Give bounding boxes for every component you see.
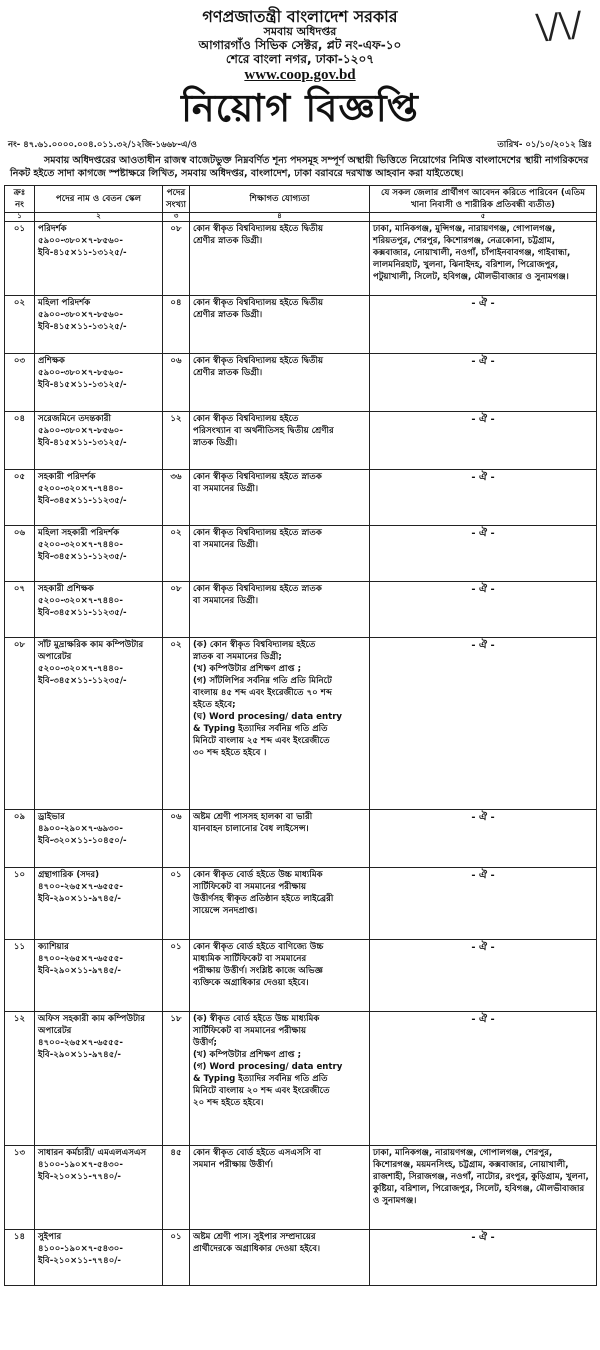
- post-name: ক্যাশিয়ার: [38, 941, 69, 952]
- pay-scale: ইবি-৩৪৫×১১-১১২৩৫/-: [38, 551, 127, 562]
- pay-scale: ৫২০০-৩২০×৭-৭৪৪০-: [38, 483, 123, 494]
- table-row: [5, 411, 597, 469]
- qualification-cell: [190, 353, 370, 411]
- table-row: [5, 581, 597, 637]
- serial-number: ০৯: [5, 809, 35, 867]
- pay-scale: ৪১০০-১৯০×৭-৫৪৩০-: [38, 1243, 123, 1254]
- post-count: ৩৬: [163, 469, 190, 525]
- qualification-line: (খ) কম্পিউটার প্রশিক্ষণ প্রাপ্ত ;: [193, 663, 302, 674]
- eligible-districts: - ঐ -: [370, 809, 597, 867]
- pay-scale: ইবি-৪১৫×১১-১৩১২৫/-: [38, 321, 127, 332]
- table-row: [5, 353, 597, 411]
- qualification-line: কোন স্বীকৃত বিশ্ববিদ্যালয় হইতে স্নাতক: [193, 527, 322, 538]
- post-count: ০১: [163, 1229, 190, 1285]
- post-cell: [35, 525, 163, 581]
- post-cell: [35, 809, 163, 867]
- pay-scale: ৪১০০-১৯০×৭-৫৪৩০-: [38, 1159, 123, 1170]
- qualification-cell: [190, 809, 370, 867]
- pay-scale: ইবি-৩৪৫×১১-১১২৩৫/-: [38, 607, 127, 618]
- qualification-cell: [190, 469, 370, 525]
- eligible-districts: - ঐ -: [370, 637, 597, 809]
- post-count: ০২: [163, 637, 190, 809]
- serial-number: ০৬: [5, 525, 35, 581]
- serial-number: ০৮: [5, 637, 35, 809]
- pay-scale: ৫৯০০-৩৮০×৭-৮৫৬০-: [38, 309, 123, 320]
- table-row: [5, 867, 597, 939]
- post-count: ০১: [163, 939, 190, 1011]
- column-number: ৪: [190, 213, 370, 222]
- post-cell: [35, 867, 163, 939]
- pay-scale: ইবি-২১০×১১-৭৭৪০/-: [38, 1255, 121, 1266]
- qualification-line: কোন স্বীকৃত বিশ্ববিদ্যালয় হইতে দ্বিতীয়: [193, 223, 324, 234]
- table-row: [5, 469, 597, 525]
- post-count: ০১: [163, 867, 190, 939]
- pay-scale: ৪৭০০-২৬৫×৭-৬৫৫৫-: [38, 953, 123, 964]
- post-cell: [35, 581, 163, 637]
- qualification-line: ৩০ শব্দ হইতে হইবে ।: [193, 748, 267, 759]
- serial-number: ১১: [5, 939, 35, 1011]
- pay-scale: ৫৯০০-৩৮০×৭-৮৫৬০-: [38, 235, 123, 246]
- qualification-line: অষ্টম শ্রেণী পাসসহ হালকা বা ভারী: [193, 811, 313, 822]
- pay-scale: ইবি-২৯০×১১-৯৭৪৫/-: [38, 965, 121, 976]
- post-name: মহিলা পরিদর্শক: [38, 297, 91, 308]
- serial-number: ১৪: [5, 1229, 35, 1285]
- serial-number: ০২: [5, 295, 35, 353]
- qualification-line: সমমান পরীক্ষায় উত্তীর্ণ।: [193, 1159, 273, 1170]
- eligible-districts: ঢাকা, মানিকগঞ্জ, মুন্সিগঞ্জ, নারায়ণগঞ্জ, গোপালগঞ্জ, শরিয়তপুর, শেরপুর, কিশোরগঞ্জ, নেত্রকোনা, চট্টগ্রাম, কক্সবাজার, নোয়াখালী, নওগাঁ, চাঁপাইনবাবগঞ্জ, গাইবান্ধা, লালমনিরহাট, খুলনা, ঝিনাইদহ, বরিশাল, পিরোজপুর, পটুয়াখালী, সিলেট, হবিগঞ্জ, মৌলভীবাজার ও সুনামগঞ্জ।: [370, 221, 597, 295]
- table-row: [5, 1145, 597, 1229]
- eligible-districts: - ঐ -: [370, 353, 597, 411]
- table-row: [5, 939, 597, 1011]
- post-name: অফিস সহকারী কাম কম্পিউটার অপারেটর: [38, 1013, 146, 1036]
- pay-scale: ৫৯০০-৩৮০×৭-৮৫৬০-: [38, 367, 123, 378]
- qualification-line: পরীক্ষায় উত্তীর্ণ। সংশ্লিষ্ট কাজে অভিজ্ঞ: [193, 965, 323, 976]
- eligible-districts: - ঐ -: [370, 939, 597, 1011]
- post-cell: [35, 469, 163, 525]
- qualification-line: & Typing ইত্যাদির সর্বনিম্ন গতি প্রতি: [193, 1074, 328, 1084]
- eligible-districts: - ঐ -: [370, 295, 597, 353]
- header-serial: ক্রঃ নং: [5, 186, 35, 213]
- pay-scale: ইবি-৩৪৫×১১-১১২৩৫/-: [38, 495, 127, 506]
- pay-scale: ৪৭০০-২৬৫×৭-৬৫৫৫-: [38, 1037, 123, 1048]
- qualification-line: (ঘ) Word procesing/ data entry: [193, 712, 343, 723]
- column-number: ২: [35, 213, 163, 222]
- notice-title: নিয়োগ বিজ্ঞপ্তি: [181, 84, 419, 130]
- serial-number: ০৭: [5, 581, 35, 637]
- pay-scale: ৪৯০০-২৯০×৭-৬৯৩০-: [38, 823, 123, 834]
- qualification-cell: [190, 581, 370, 637]
- pay-scale: ইবি-৪১৫×১১-১৩১২৫/-: [38, 379, 127, 390]
- qualification-cell: [190, 637, 370, 809]
- eligible-districts: - ঐ -: [370, 469, 597, 525]
- post-name: সাধারন কর্মচারী/ এমএলএসএস: [38, 1147, 147, 1158]
- post-name: মহিলা সহকারী পরিদর্শক: [38, 527, 120, 538]
- qualification-line: বা সমমানের ডিগ্রী।: [193, 539, 259, 550]
- pay-scale: ইবি-৪১৫×১১-১৩১২৫/-: [38, 437, 127, 448]
- qualification-line: শ্রেণীর স্নাতক ডিগ্রী।: [193, 309, 263, 320]
- pay-scale: ইবি-২৯০×১১-৯৭৪৫/-: [38, 893, 121, 904]
- post-cell: [35, 295, 163, 353]
- header-qualification: শিক্ষাগত যোগ্যতা: [190, 186, 370, 213]
- pay-scale: ৪৭০০-২৬৫×৭-৬৫৫৫-: [38, 881, 123, 892]
- qualification-line: উত্তীর্ণ;: [193, 1037, 217, 1048]
- address-line-1: আগারগাঁও সিভিক সেক্টর, প্লট নং-এফ-১০: [198, 38, 402, 53]
- qualification-line: উত্তীর্ণসহ স্বীকৃত প্রতিষ্ঠান হইতে লাইব্রেরী: [193, 893, 334, 904]
- post-cell: [35, 939, 163, 1011]
- qualification-line: পরিসংখ্যান বা অর্থনীতিসহ দ্বিতীয় শ্রেণীর: [193, 425, 334, 436]
- table-row: [5, 221, 597, 295]
- qualification-line: যানবাহন চালানোর বৈধ লাইসেন্স।: [193, 823, 309, 834]
- post-cell: [35, 1011, 163, 1145]
- eligible-districts: - ঐ -: [370, 1229, 597, 1285]
- table-row: [5, 637, 597, 809]
- serial-number: ১৩: [5, 1145, 35, 1229]
- vacancy-rows: [5, 221, 597, 1285]
- notice-header: [4, 8, 596, 130]
- post-name: পরিদর্শক: [38, 223, 67, 234]
- qualification-line: স্নাতক বা সমমানের ডিগ্রী;: [193, 651, 282, 662]
- header-post: পদের নাম ও বেতন স্কেল: [35, 186, 163, 213]
- reference-row: [4, 138, 596, 152]
- qualification-cell: [190, 1229, 370, 1285]
- table-header-row: [5, 186, 597, 213]
- serial-number: ১২: [5, 1011, 35, 1145]
- post-count: ০৮: [163, 221, 190, 295]
- vacancy-table: [4, 185, 597, 1286]
- qualification-line: কোন স্বীকৃত বিশ্ববিদ্যালয় হইতে দ্বিতীয়: [193, 355, 324, 366]
- qualification-line: কোন স্বীকৃত বিশ্ববিদ্যালয় হইতে: [193, 413, 299, 424]
- post-count: ০৪: [163, 295, 190, 353]
- reference-number: নং- ৪৭.৬১.০০০০.০০৪.০১১.৩২/১২জি-১৬৬৮-এ/ও: [8, 139, 197, 150]
- post-cell: [35, 411, 163, 469]
- post-count: ০২: [163, 525, 190, 581]
- qualification-line: কোন স্বীকৃত বিশ্ববিদ্যালয় হইতে স্নাতক: [193, 471, 322, 482]
- serial-number: ০১: [5, 221, 35, 295]
- post-count: ০৬: [163, 809, 190, 867]
- table-row: [5, 525, 597, 581]
- serial-number: ০৪: [5, 411, 35, 469]
- eligible-districts: - ঐ -: [370, 411, 597, 469]
- department-name: সমবায় অধিদপ্তর: [263, 25, 337, 39]
- post-count: ১৮: [163, 1011, 190, 1145]
- eligible-districts: - ঐ -: [370, 581, 597, 637]
- post-cell: [35, 637, 163, 809]
- qualification-line: সার্টিফিকেট বা সমমানের পরীক্ষায়: [193, 881, 307, 892]
- table-row: [5, 1229, 597, 1285]
- column-number: ৩: [163, 213, 190, 222]
- pay-scale: ৫২০০-৩২০×৭-৭৪৪০-: [38, 595, 123, 606]
- qualification-line: কোন স্বীকৃত বোর্ড হইতে এসএসসি বা: [193, 1147, 322, 1158]
- qualification-cell: [190, 221, 370, 295]
- qualification-line: স্নাতক ডিগ্রী।: [193, 437, 238, 448]
- table-row: [5, 809, 597, 867]
- qualification-line: (ক) কোন স্বীকৃত বিশ্ববিদ্যালয় হইতে: [193, 639, 316, 650]
- header-districts: যে সকল জেলার প্রার্থীগণ আবেদন করিতে পারিবেন (এতিম খানা নিবাসী ও শারীরিক প্রতিবন্ধী ব্যতীত): [370, 186, 597, 213]
- qualification-line: বা সমমানের ডিগ্রী।: [193, 483, 259, 494]
- table-row: [5, 1011, 597, 1145]
- qualification-line: কোন স্বীকৃত বিশ্ববিদ্যালয় হইতে স্নাতক: [193, 583, 322, 594]
- qualification-line: কোন স্বীকৃত বিশ্ববিদ্যালয় হইতে দ্বিতীয়: [193, 297, 324, 308]
- qualification-line: মাধ্যমিক সার্টিফিকেট বা সমমানের: [193, 953, 307, 964]
- website-link[interactable]: www.coop.gov.bd: [244, 66, 356, 83]
- pay-scale: ইবি-৩২০×১১-১০৪৫০/-: [38, 835, 127, 846]
- post-count: ১২: [163, 411, 190, 469]
- column-number: ১: [5, 213, 35, 222]
- post-name: সহকারী পরিদর্শক: [38, 471, 96, 482]
- qualification-line: অষ্টম শ্রেণী পাস। সুইপার সম্প্রদায়ের: [193, 1231, 316, 1242]
- eligible-districts: - ঐ -: [370, 867, 597, 939]
- qualification-line: ব্যক্তিকে অগ্রাধিকার দেওয়া হইবে।: [193, 977, 309, 988]
- intro-paragraph: সমবায় অধিদপ্তরের আওতাধীন রাজস্ব বাজেটভুক্ত নিম্নবর্ণিত শূন্য পদসমূহ সম্পূর্ণ অস্থায়ী ভিত্তিতে নিয়োগের নিমিত্ত বাংলাদেশের স্থায়ী নাগরিকদের নিকট হইতে সাদা কাগজে স্পষ্টাক্ষরে লিখিত, সমবায় অধিদপ্তর, বাংলাদেশ, ঢাকা বরাবরে দরখাস্ত আহবান করা যাইতেছে।: [10, 154, 589, 180]
- column-number: ৫: [370, 213, 597, 222]
- qualification-line: শ্রেণীর স্নাতক ডিগ্রী।: [193, 367, 263, 378]
- qualification-line: ২০ শব্দ হইতে হইবে।: [193, 1098, 264, 1109]
- qualification-line: মিনিটে বাংলায় ২৫ শব্দ এবং ইংরেজীতে: [193, 736, 330, 747]
- post-name: সহকারী প্রশিক্ষক: [38, 583, 94, 594]
- pay-scale: ইবি-৩৪৫×১১-১১২৩৫/-: [38, 675, 127, 686]
- qualification-cell: [190, 295, 370, 353]
- post-cell: [35, 353, 163, 411]
- qualification-line: (খ) কম্পিউটার প্রশিক্ষণ প্রাপ্ত ;: [193, 1049, 302, 1060]
- post-name: ড্রাইভার: [38, 811, 65, 822]
- address-line-2: শেরে বাংলা নগর, ঢাকা-১২০৭: [225, 51, 375, 66]
- post-cell: [35, 1145, 163, 1229]
- qualification-line: (ক) স্বীকৃত বোর্ড হইতে উচ্চ মাধ্যমিক: [193, 1013, 320, 1024]
- post-name: সুইপার: [38, 1231, 62, 1242]
- pay-scale: ইবি-৪১৫×১১-১৩১২৫/-: [38, 247, 127, 258]
- qualification-cell: [190, 525, 370, 581]
- qualification-cell: [190, 411, 370, 469]
- qualification-cell: [190, 1145, 370, 1229]
- qualification-line: সার্টিফিকেট বা সমমানের পরীক্ষায়: [193, 1025, 307, 1036]
- qualification-line: কোন স্বীকৃত বোর্ড হইতে বাণিজ্যে উচ্চ: [193, 941, 324, 952]
- pay-scale: ৫২০০-৩২০×৭-৭৪৪০-: [38, 663, 123, 674]
- pay-scale: ৫৯০০-৩৮০×৭-৮৫৬০-: [38, 425, 123, 436]
- serial-number: ১০: [5, 867, 35, 939]
- column-number-row: [5, 213, 597, 222]
- qualification-line: মিনিটে বাংলায় ২০ শব্দ এবং ইংরেজীতে: [193, 1086, 330, 1097]
- post-name: সরেজমিনে তদন্তকারী: [38, 413, 111, 424]
- eligible-districts: - ঐ -: [370, 1011, 597, 1145]
- post-name: গ্রন্থাগারিক (সদর): [38, 869, 100, 880]
- qualification-line: বা সমমানের ডিগ্রী।: [193, 595, 259, 606]
- post-count: ০৮: [163, 581, 190, 637]
- qualification-line: & Typing ইত্যাদির সর্বনিম্ন গতি প্রতি: [193, 724, 328, 735]
- post-name: সাঁট মুদ্রাক্ষরিক কাম কম্পিউটার অপারেটর: [38, 639, 144, 662]
- qualification-line: হইতে হইবে;: [193, 700, 236, 710]
- table-row: [5, 295, 597, 353]
- notice-date: তারিখ- ০১/১০/২০১২ খ্রিঃ: [497, 139, 592, 150]
- government-name: গণপ্রজাতন্ত্রী বাংলাদেশ সরকার: [202, 7, 398, 26]
- post-cell: [35, 1229, 163, 1285]
- qualification-line: কোন স্বীকৃত বোর্ড হইতে উচ্চ মাধ্যমিক: [193, 869, 323, 880]
- qualification-line: সায়েন্সে সনদপ্রাপ্ত।: [193, 905, 258, 916]
- handwritten-mark: \/\/: [534, 4, 584, 48]
- qualification-line: প্রার্থীদেরকে অগ্রাধিকার দেওয়া হইবে।: [193, 1243, 321, 1254]
- header-count: পদের সংখ্যা: [163, 186, 190, 213]
- eligible-districts: ঢাকা, মানিকগঞ্জ, নারায়ণগঞ্জ, গোপালগঞ্জ, শেরপুর, কিশোরগঞ্জ, ময়মনসিংহ, চট্টগ্রাম, কক্সবাজার, নোয়াখালী, রাজশাহী, সিরাজগঞ্জ, নওগাঁ, নাটোর, রংপুর, কুড়িগ্রাম, খুলনা, কুষ্টিয়া, বরিশাল, পিরোজপুর, সিলেট, হবিগঞ্জ, মৌলভীবাজার ও সুনামগঞ্জ।: [370, 1145, 597, 1229]
- post-count: ৪৫: [163, 1145, 190, 1229]
- qualification-cell: [190, 1011, 370, 1145]
- eligible-districts: - ঐ -: [370, 525, 597, 581]
- qualification-line: শ্রেণীর স্নাতক ডিগ্রী।: [193, 235, 263, 246]
- qualification-line: (গ) Word procesing/ data entry: [193, 1061, 343, 1072]
- qualification-cell: [190, 867, 370, 939]
- qualification-line: বাংলায় ৪৫ শব্দ এবং ইংরেজীতে ৭০ শব্দ: [193, 687, 332, 698]
- serial-number: ০৩: [5, 353, 35, 411]
- serial-number: ০৫: [5, 469, 35, 525]
- post-cell: [35, 221, 163, 295]
- pay-scale: ইবি-২১০×১১-৭৭৪০/-: [38, 1171, 121, 1182]
- post-name: প্রশিক্ষক: [38, 355, 65, 366]
- pay-scale: ইবি-২৯০×১১-৯৭৪৫/-: [38, 1049, 121, 1060]
- pay-scale: ৫২০০-৩২০×৭-৭৪৪০-: [38, 539, 123, 550]
- qualification-line: (গ) সাঁটলিপির সর্বনিম্ন গতি প্রতি মিনিটে: [193, 675, 332, 686]
- post-count: ০৬: [163, 353, 190, 411]
- qualification-cell: [190, 939, 370, 1011]
